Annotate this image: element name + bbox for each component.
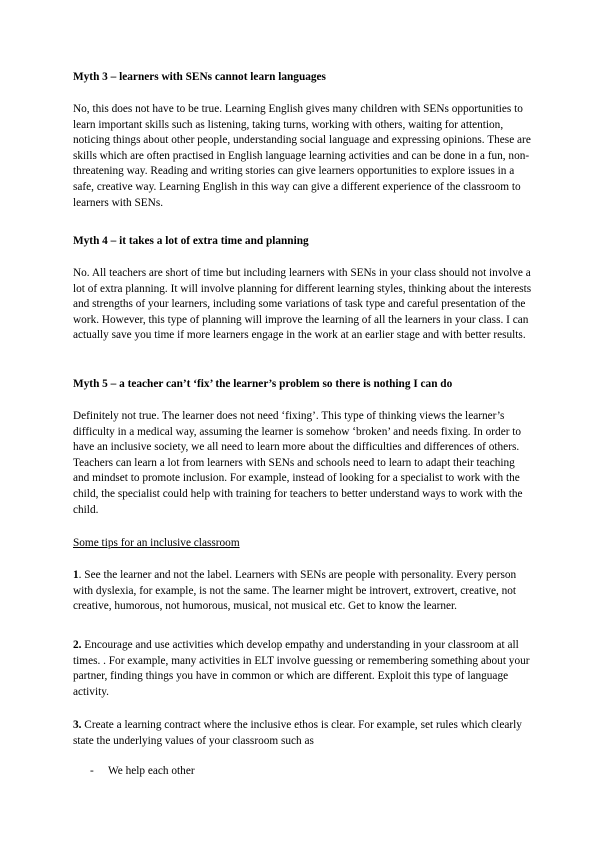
myth4-paragraph: No. All teachers are short of time but including learners with SENs in your class should not involve a lot of extra planning. It will involve planning for different learning styles, thinking about the interests and strengths of your learners, including some variations of task type and careful presentation of the work. However, this type of planning will improve the learning of all the learners in your class. I can actually save you time if more learners engage in the work at an earlier stage and with better results. xyxy=(73,267,532,342)
myth3-heading: Myth 3 – learners with SENs cannot learn languages xyxy=(73,71,326,83)
tip-item-2 xyxy=(73,638,533,700)
tips-heading: Some tips for an inclusive classroom xyxy=(73,537,240,549)
myth5-heading: Myth 5 – a teacher can’t ‘fix’ the learner’s problem so there is nothing I can do xyxy=(73,378,453,390)
tip-item-3 xyxy=(73,718,533,749)
bullet-text: We help each other xyxy=(108,765,195,777)
bullet-item xyxy=(90,764,195,780)
myth4-heading: Myth 4 – it takes a lot of extra time and planning xyxy=(73,235,309,247)
tip-text: Encourage and use activities which develop empathy and understanding in your classroom at all times. . For example, many activities in ELT involve guessing or remembering something about your partner, finding things you have in common or which are different. Exploit this type of language activity. xyxy=(73,639,530,698)
tip-item-1 xyxy=(73,568,533,615)
myth5-paragraph: Definitely not true. The learner does not need ‘fixing’. This type of thinking views the learner’s difficulty in a medical way, assuming the learner is somehow ‘broken’ and needs fixing. In order to have an inclusive society, we all need to learn more about the difficulties and differences of others. Teachers can learn a lot from learners with SENs and schools need to learn to adapt their teaching and mindset to promote inclusion. For example, instead of looking for a specialist to work with the child, the specialist could help with training for teachers to better understand ways to work with the child. xyxy=(73,410,523,516)
bullet-marker: - xyxy=(90,765,94,777)
tip-number: 2. xyxy=(73,639,82,651)
tip-text: . See the learner and not the label. Learners with SENs are people with personality. Every person with dyslexia, for example, is not the same. The learner might be introvert, extrovert, creative, not creative, humorous, not humorous, musical, not musical etc. Get to know the learner. xyxy=(73,569,517,613)
tip-number: 3. xyxy=(73,719,82,731)
tip-text: Create a learning contract where the inclusive ethos is clear. For example, set rules which clearly state the underlying values of your classroom such as xyxy=(73,719,522,747)
myth3-paragraph: No, this does not have to be true. Learning English gives many children with SENs opportunities to learn important skills such as listening, taking turns, working with others, waiting for attention, noticing things about other people, understanding social language and expressing opinions. These are skills which are often practised in English language learning activities and can be done in a fun, non-threatening way. Reading and writing stories can give learners opportunities to explore issues in a safe, creative way. Learning English in this way can give a different experience of the classroom to learners with SENs. xyxy=(73,103,531,209)
tip-number: 1 xyxy=(73,569,79,581)
